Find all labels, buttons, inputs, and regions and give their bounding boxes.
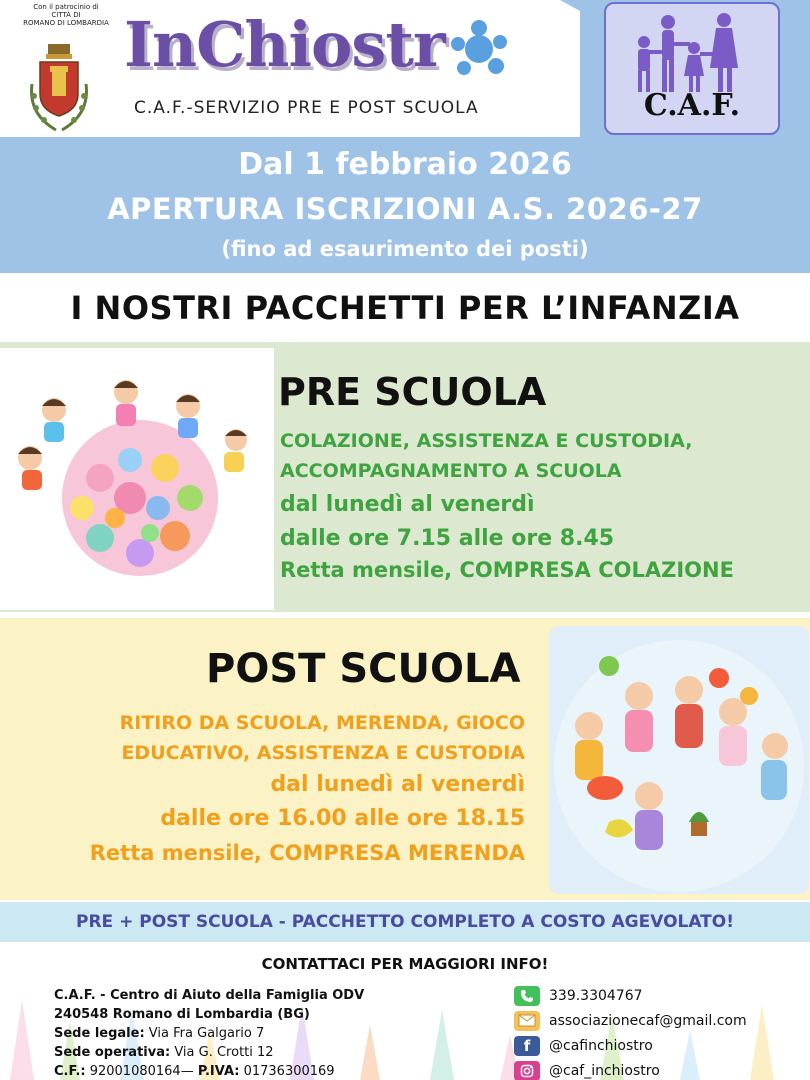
piva-value: 01736300169 <box>239 1064 335 1079</box>
pre-scuola-title: PRE SCUOLA <box>278 370 547 414</box>
facebook-contact[interactable] <box>514 1033 747 1058</box>
footer <box>0 942 810 1080</box>
post-scuola-section <box>0 618 810 900</box>
patronage-line: Con il patrocinio di <box>33 3 99 11</box>
ink-splash-icon <box>450 20 508 78</box>
post-scuola-fee: Retta mensile, COMPRESA MERENDA <box>89 841 525 865</box>
email-icon <box>514 1011 540 1031</box>
cf-value: 92001080164— <box>85 1064 198 1079</box>
post-scuola-hours: dalle ore 16.00 alle ore 18.15 <box>160 806 525 831</box>
pre-scuola-services-cont: ACCOMPAGNAMENTO A SCUOLA <box>280 460 622 482</box>
patronage-line: CITTÀ DI <box>51 11 81 19</box>
post-scuola-services-cont: EDUCATIVO, ASSISTENZA E CUSTODIA <box>121 742 525 764</box>
pre-scuola-fee: Retta mensile, COMPRESA COLAZIONE <box>280 558 734 582</box>
phone-contact[interactable] <box>514 983 747 1008</box>
piva-label: P.IVA: <box>197 1064 240 1079</box>
children-flower-globe-image <box>0 348 274 610</box>
contact-channels <box>514 983 747 1080</box>
sede-operativa-label: Sede operativa: <box>54 1045 171 1060</box>
instagram-icon <box>514 1061 540 1080</box>
phone-number[interactable]: 339.3304767 <box>549 987 643 1004</box>
email-contact[interactable] <box>514 1008 747 1033</box>
children-globe-illustration <box>0 348 274 610</box>
caf-logo <box>604 2 780 135</box>
family-silhouette-icon <box>628 12 760 94</box>
caf-label: C.A.F. <box>643 88 741 123</box>
inchiostro-logo <box>124 6 554 92</box>
banner-headline: APERTURA ISCRIZIONI A.S. 2026-27 <box>107 192 703 226</box>
sede-legale-value: Via Fra Galgario 7 <box>144 1026 265 1041</box>
children-playing-illustration <box>549 626 809 894</box>
post-scuola-title: POST SCUOLA <box>206 646 521 692</box>
sede-operativa-value: Via G. Crotti 12 <box>170 1045 274 1060</box>
packages-title: I NOSTRI PACCHETTI PER L’INFANZIA <box>70 289 740 327</box>
patronage-line: ROMANO DI LOMBARDIA <box>23 19 109 27</box>
facebook-icon: f <box>514 1036 540 1056</box>
organization-address <box>54 986 364 1080</box>
org-city: 240548 Romano di Lombardia (BG) <box>54 1007 310 1022</box>
banner-date: Dal 1 febbraio 2026 <box>238 147 572 182</box>
org-name: C.A.F. - Centro di Aiuto della Famiglia ODV <box>54 988 365 1003</box>
city-crest-icon <box>26 44 92 134</box>
patronage-text <box>18 3 114 27</box>
pre-scuola-services: COLAZIONE, ASSISTENZA E CUSTODIA, <box>280 430 693 452</box>
facebook-handle[interactable]: @cafinchiostro <box>549 1037 653 1054</box>
phone-icon <box>514 986 540 1006</box>
pre-scuola-days: dal lunedì al venerdì <box>280 492 535 517</box>
email-address[interactable]: associazionecaf@gmail.com <box>549 1012 747 1029</box>
post-scuola-services: RITIRO DA SCUOLA, MERENDA, GIOCO <box>119 712 525 734</box>
instagram-handle[interactable]: @caf_inchiostro <box>549 1062 660 1079</box>
pre-scuola-section <box>0 342 810 612</box>
cf-label: C.F.: <box>54 1064 86 1079</box>
header <box>0 0 810 137</box>
children-playing-image <box>549 626 809 894</box>
instagram-contact[interactable] <box>514 1058 747 1080</box>
pre-scuola-hours: dalle ore 7.15 alle ore 8.45 <box>280 526 615 551</box>
enrollment-banner <box>0 137 810 273</box>
sede-legale-label: Sede legale: <box>54 1026 145 1041</box>
banner-note: (fino ad esaurimento dei posti) <box>221 237 589 261</box>
post-scuola-days: dal lunedì al venerdì <box>270 772 525 797</box>
service-subtitle: C.A.F.-SERVIZIO PRE E POST SCUOLA <box>134 98 479 118</box>
contact-heading: CONTATTACI PER MAGGIORI INFO! <box>261 955 549 973</box>
combo-promo: PRE + POST SCUOLA - PACCHETTO COMPLETO A COSTO AGEVOLATO! <box>0 902 810 942</box>
logo-text: InChiostr <box>124 8 445 81</box>
post-scuola-details <box>60 708 525 870</box>
